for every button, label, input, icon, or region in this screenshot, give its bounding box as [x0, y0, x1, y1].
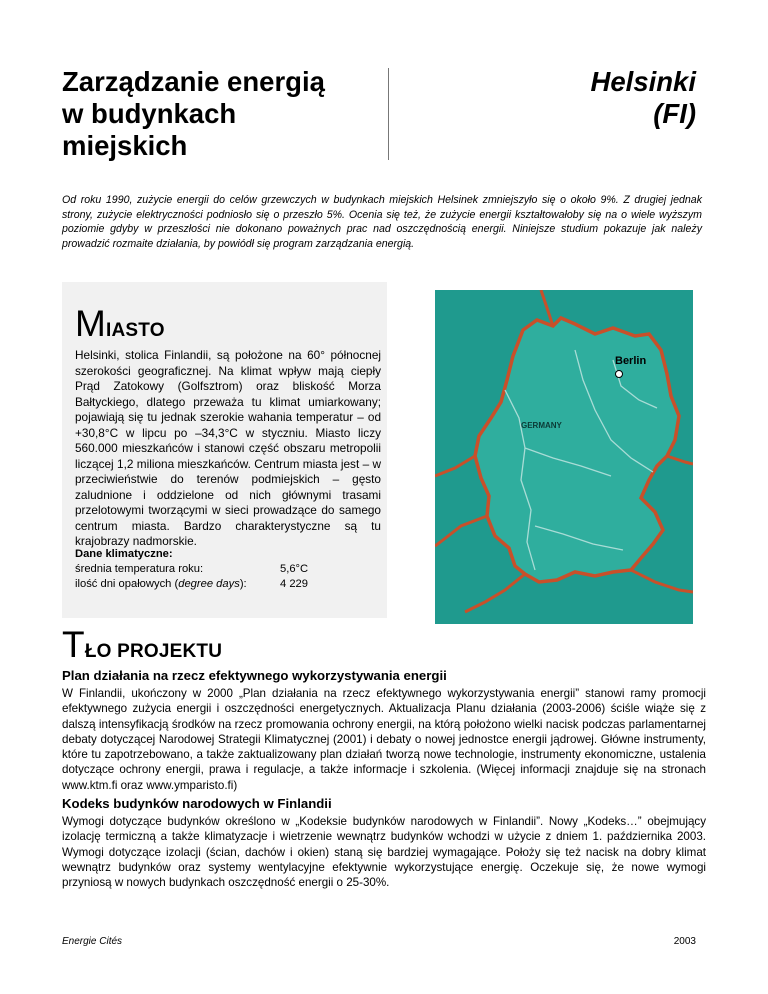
intro-paragraph: Od roku 1990, zużycie energii do celów grzewczych w budynkach miejskich Helsinek zmniejszyło się o około 9%. Z drugiej jednak strony, zużycie elektryczności podniosło się o przeszło 5%. Ocenia się też, że zużycie energii kształtowałoby się na o wiele wyższym poziomie gdyby w przeszłości nie dokonano poważnych prac nad oszczędnością energii. Niniejsze studium pokazuje jak należy prowadzić rozmaite działania, by powiódł się program zarządzania energią. — [62, 194, 702, 251]
berlin-label: Berlin — [615, 355, 647, 367]
germany-map — [435, 290, 693, 624]
climate-value: 5,6°C — [280, 563, 309, 575]
miasto-paragraph: Helsinki, stolica Finlandii, są położone na 60° północnej szerokości geograficznej. Na klimat wpływ mają ciepły Prąd Zatokowy (Golfsztrom) oraz bliskość Morza Bałtyckiego, dlatego przeważa tu klimat umiarkowany; pojawiają się tu jednak szerokie wahania temperatur – od +30,8°C w lipcu po –34,3°C w styczniu. Miasto liczy 560.000 mieszkańców i stanowi część obszaru metropolii liczącej 1,2 miliona mieszkańców. Centrum miasta jest – w przeciwieństwie do terenów podmiejskich – gęsto zaludnione i oddzielone od nich głównymi trasami przelotowymi tworzącymi w sieci prowadzące do samego centrum miasta. Bardzo charakterystyczne są tu krajobrazy nadmorskie. — [75, 348, 381, 548]
subheading-action-plan: Plan działania na rzecz efektywnego wykorzystywania energii — [62, 668, 447, 683]
footer-year: 2003 — [673, 936, 696, 947]
title-divider — [388, 68, 389, 160]
country-label: GERMANY — [521, 421, 562, 430]
germany-map-svg — [435, 290, 693, 624]
tlo-heading-rest: ŁO PROJEKTU — [84, 641, 223, 662]
building-code-paragraph: Wymogi dotyczące budynków określono w „Kodeksie budynków narodowych w Finlandii”. Nowy „Kodeks…” obejmujący izolację termiczną a także klimatyzacje i wietrzenie wewnątrz budynków wchodzi w użycie z dniem 1. października 2003. Wymogi dotyczące izolacji (ścian, dachów i okien) staną się bardziej wymagające. Położy się też nacisk na dobry klimat wewnątrz budynków oraz systemy wentylacyjne efektywnie wykorzystujące energię. Oczekuje się, że nowe wymogi przyniosą w nowych budynkach oszczędność energii o 25-30%. — [62, 815, 706, 890]
action-plan-paragraph: W Finlandii, ukończony w 2000 „Plan działania na rzecz efektywnego wykorzystywania energii” stanowi ramy promocji efektywnego zużycia energii i oszczędności energetycznych. Aktualizacja Planu działania (2003-2006) ściśle wiąże się z dalszą intensyfikacją środków na rzecz promowania ochrony energii, na którą położono wielki nacisk podczas parlamentarnej debaty dotyczącej Narodowej Strategii Klimatycznej (2001) i debaty o nowej jednostce energii jądrowej. Główne instrumenty, które tu zapotrzebowano, a także zaktualizowany plan działań tworzą nowe technologie, instrumenty ekonomiczne, ustalenia dotyczące ochrony energii, prawa i regulacje, a także informacje i szkolenia. (Więcej informacji znajduje się na stronach www.ktm.fi oraz www.ymparisto.fi) — [62, 687, 706, 792]
tlo-heading — [62, 624, 222, 666]
climate-key: średnia temperatura roku: — [75, 563, 204, 575]
climate-value: 4 229 — [280, 578, 308, 590]
tlo-heading-initial: T — [62, 624, 85, 665]
climate-label: Dane klimatyczne: — [75, 548, 173, 560]
city-title: Helsinki (FI) — [590, 66, 696, 129]
footer-publisher: Energie Cités — [62, 936, 123, 947]
miasto-heading — [75, 303, 165, 345]
climate-key: ilość dni opałowych (degree days): — [75, 578, 247, 590]
miasto-heading-initial: M — [75, 303, 107, 344]
subheading-building-code: Kodeks budynków narodowych w Finlandii — [62, 796, 332, 811]
miasto-heading-rest: IASTO — [106, 320, 165, 341]
page-title: Zarządzanie energią w budynkach miejskich — [62, 66, 325, 161]
berlin-marker — [616, 371, 623, 378]
